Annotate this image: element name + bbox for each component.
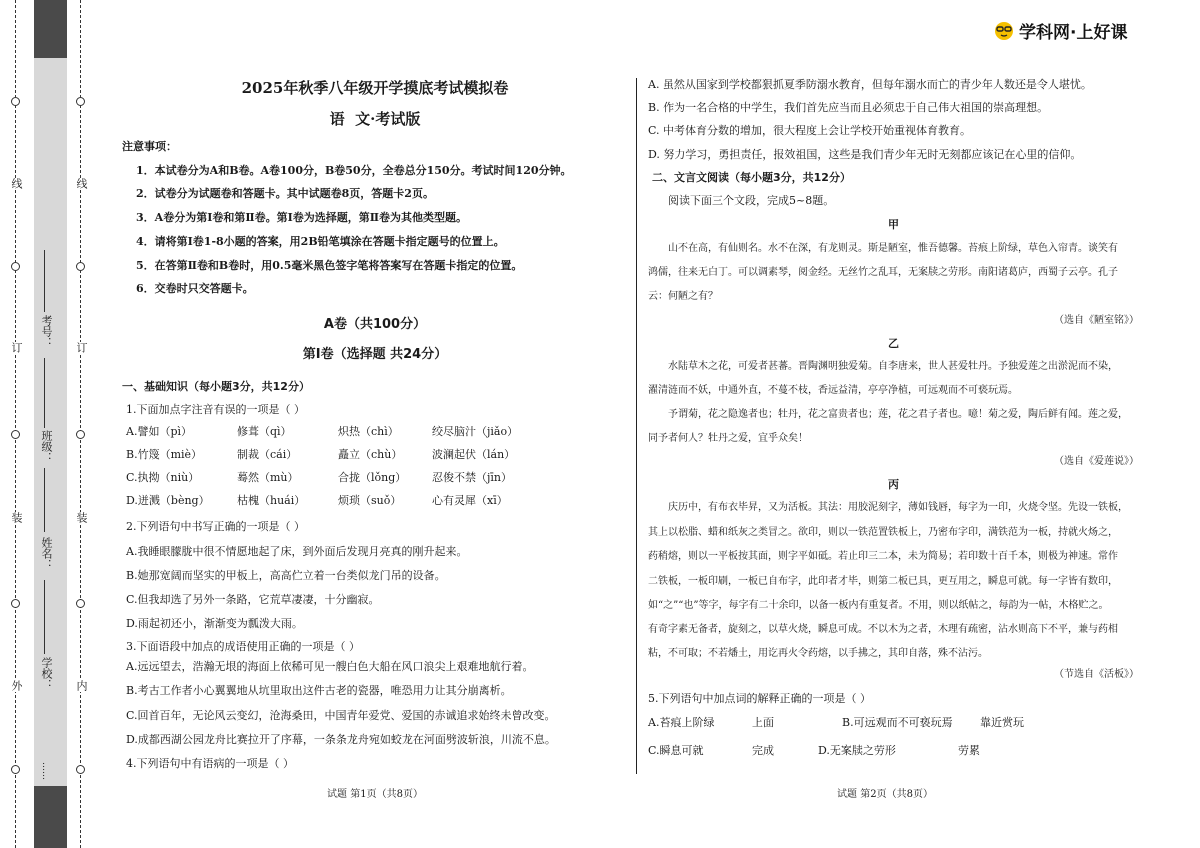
q5-option: D.无案牍之劳形 — [818, 744, 896, 757]
q1-option: 制裁（cái） — [237, 448, 298, 461]
q1-option: 炽热（chì） — [338, 425, 399, 438]
passage-bing-source: （节选自《活板》） — [1054, 669, 1139, 680]
question-3: 3.下面语段中加点的成语使用正确的一项是（ ） — [126, 640, 360, 653]
field-underline — [44, 250, 45, 312]
q5-option: 劳累 — [958, 744, 980, 757]
passage-jia-heading: 甲 — [888, 218, 899, 231]
strip-top-dark — [34, 0, 67, 58]
q3-option: D.成都西湖公园龙舟比赛拉开了序幕，一条条龙舟宛如蛟龙在河面劈波斩浪，川流不息。 — [126, 733, 556, 746]
binding-hole — [11, 599, 20, 608]
reading-intro: 阅读下面三个文段，完成5~8题。 — [668, 194, 835, 207]
passage-yi-line: 水陆草木之花，可爱者甚蕃。晋陶渊明独爱菊。自李唐来，世人甚爱牡丹。予独爱莲之出淤泥而不染， — [668, 361, 1118, 372]
q2-option: B.她那宽阔而坚实的甲板上，高高伫立着一台类似龙门吊的设备。 — [126, 569, 446, 582]
q3-option: A.远远望去，浩瀚无垠的海面上依稀可见一艘白色大船在风口浪尖上艰难地航行着。 — [126, 660, 534, 673]
q1-option: 蓦然（mù） — [237, 471, 299, 484]
binding-word: 内 — [75, 680, 88, 692]
notice-item: 3．A卷分为第Ⅰ卷和第Ⅱ卷。第Ⅰ卷为选择题，第Ⅱ卷为其他类型题。 — [136, 211, 468, 224]
passage-bing-line: 其上以松脂、蜡和纸灰之类冒之。欲印，则以一铁范置铁板上，乃密布字印，满铁范为一板，持就火炀之， — [648, 527, 1118, 538]
q1-option: A.譬如（pì） — [126, 425, 192, 438]
passage-jia-line: 云：何陋之有？ — [648, 291, 718, 302]
passage-bing-line: 二铁板，一板印刷，一板已自布字，此印者才毕，则第二板已具，更互用之，瞬息可就。每一字皆有数印， — [648, 576, 1118, 587]
q1-option: 波澜起伏（lán） — [432, 448, 516, 461]
notice-item: 5．在答第Ⅱ卷和B卷时，用0.5毫米黑色签字笔将答案写在答题卡指定的位置。 — [136, 259, 523, 272]
q1-option: 烦琐（suǒ） — [338, 494, 402, 507]
binding-word: 装 — [75, 512, 88, 524]
question-2: 2.下列语句中书写正确的一项是（ ） — [126, 520, 305, 533]
q5-option: C.瞬息可就 — [648, 744, 704, 757]
passage-yi-heading: 乙 — [888, 337, 899, 350]
field-underline — [44, 358, 45, 428]
binding-hole — [76, 765, 85, 774]
question-5: 5.下列语句中加点词的解释正确的一项是（ ） — [648, 692, 871, 705]
dots: …… — [40, 762, 50, 780]
passage-bing-line: 庆历中，有布衣毕昇，又为活板。其法：用胶泥刻字，薄如钱唇，每字为一印，火烧令坚。先设一铁板， — [668, 502, 1128, 513]
binding-word: 外 — [10, 680, 23, 692]
logo — [993, 17, 1127, 43]
binding-hole — [76, 262, 85, 271]
passage-jia-line: 山不在高，有仙则名。水不在深，有龙则灵。斯是陋室，惟吾德馨。苔痕上阶绿，草色入帘青。谈笑有 — [668, 243, 1118, 254]
strip-bottom-dark — [34, 786, 67, 848]
q1-option: 枯槐（huái） — [237, 494, 306, 507]
section1-heading: 一、基础知识（每小题3分，共12分） — [122, 380, 310, 393]
q3-option: C.回首百年，无论风云变幻，沧海桑田，中国青年爱党、爱国的赤诚追求始终未曾改变。 — [126, 709, 556, 722]
binding-hole — [76, 97, 85, 106]
outer-dash-line — [15, 0, 16, 848]
page-divider — [636, 78, 637, 774]
logo-text: 学科网·上好课 — [1019, 22, 1128, 43]
binding-word: 订 — [75, 342, 88, 354]
q1-option: 合拢（lǒng） — [338, 471, 407, 484]
passage-bing-line: 粘，不可取；不若燔土，用讫再火令药熔，以手拂之，其印自落，殊不沾污。 — [648, 648, 988, 659]
question-1: 1.下面加点字注音有误的一项是（ ） — [126, 403, 305, 416]
q4-option: A. 虽然从国家到学校都狠抓夏季防溺水教育，但每年溺水而亡的青少年人数还是令人堪忧。 — [648, 78, 1092, 91]
q4-option: B. 作为一名合格的中学生，我们首先应当而且必须忠于自己伟大祖国的崇高理想。 — [648, 101, 1049, 114]
q5-option: 上面 — [752, 716, 774, 729]
logo-icon — [993, 19, 1015, 41]
field-underline — [44, 468, 45, 532]
q1-option: B.竹篾（miè） — [126, 448, 203, 461]
notice-item: 1．本试卷分为A和B卷。A卷100分，B卷50分，全卷总分150分。考试时间120分钟。 — [136, 164, 572, 177]
q2-option: D.雨起初还小，渐渐变为瓢泼大雨。 — [126, 617, 303, 630]
binding-hole — [76, 599, 85, 608]
field-underline — [44, 580, 45, 654]
name-label: 姓名： — [40, 537, 53, 570]
passage-yi-line: 同予者何人？牡丹之爱，宜乎众矣！ — [648, 433, 808, 444]
binding-hole — [11, 430, 20, 439]
notice-heading: 注意事项： — [122, 140, 177, 153]
q1-option: C.执拗（niù） — [126, 471, 200, 484]
q2-option: C.但我却选了另外一条路，它荒草凄凄，十分幽寂。 — [126, 593, 380, 606]
binding-hole — [11, 97, 20, 106]
exam-subtitle: 语 文·考试版 — [329, 110, 421, 128]
passage-yi-line: 予谓菊，花之隐逸者也；牡丹，花之富贵者也；莲，花之君子者也。噫！菊之爱，陶后鲜有闻。莲之爱， — [668, 409, 1128, 420]
school-label: 学校： — [40, 657, 53, 690]
passage-yi-source: （选自《爱莲说》） — [1054, 456, 1139, 467]
passage-yi-line: 濯清涟而不妖，中通外直，不蔓不枝，香远益清，亭亭净植，可远观而不可亵玩焉。 — [648, 385, 1018, 396]
q1-option: 心有灵犀（xī） — [432, 494, 508, 507]
q4-option: C. 中考体育分数的增加，很大程度上会让学校开始重视体育教育。 — [648, 124, 972, 137]
q1-option: 修葺（qì） — [237, 425, 292, 438]
q1-option: 矗立（chù） — [338, 448, 403, 461]
section2-heading: 二、文言文阅读（每小题3分，共12分） — [652, 171, 851, 184]
passage-bing-line: 如“之”“也”等字，每字有二十余印，以备一板内有重复者。不用，则以纸帖之，每韵为一帖，木格贮之。 — [648, 600, 1109, 611]
q3-option: B.考古工作者小心翼翼地从坑里取出这件古老的瓷器，唯恐用力让其分崩离析。 — [126, 684, 512, 697]
q5-option: 完成 — [752, 744, 774, 757]
q1-option: D.迸溅（bèng） — [126, 494, 210, 507]
passage-bing-line: 有奇字素无备者，旋刻之，以草火烧，瞬息可成。不以木为之者，木理有疏密，沾水则高下不平，兼与药相 — [648, 624, 1118, 635]
page-footer: 试题 第2页（共8页） — [837, 789, 933, 800]
section-a-heading: A卷（共100分） — [323, 317, 427, 332]
exam-title: 2025年秋季八年级开学摸底考试模拟卷 — [241, 79, 509, 97]
notice-item: 6．交卷时只交答题卡。 — [136, 282, 254, 295]
passage-jia-line: 鸿儒，往来无白丁。可以调素琴，阅金经。无丝竹之乱耳，无案牍之劳形。南阳诸葛庐，西蜀子云亭。孔子 — [648, 267, 1118, 278]
notice-item: 2．试卷分为试题卷和答题卡。其中试题卷8页，答题卡2页。 — [136, 187, 434, 200]
q5-option: B.可远观而不可亵玩焉 — [842, 716, 953, 729]
q2-option: A.我睡眼朦胧中很不情愿地起了床，到外面后发现月亮真的刚升起来。 — [126, 545, 468, 558]
q1-option: 忍俊不禁（jīn） — [432, 471, 513, 484]
binding-hole — [11, 765, 20, 774]
binding-hole — [76, 430, 85, 439]
binding-word: 线 — [75, 178, 88, 190]
notice-item: 4．请将第Ⅰ卷1-8小题的答案，用2B铅笔填涂在答题卡指定题号的位置上。 — [136, 235, 505, 248]
part1-heading: 第Ⅰ卷（选择题 共24分） — [302, 347, 448, 362]
q5-option: A.苔痕上阶绿 — [648, 716, 715, 729]
question-4: 4.下列语句中有语病的一项是（ ） — [126, 757, 294, 770]
inner-dash-line — [80, 0, 81, 848]
passage-bing-heading: 丙 — [888, 478, 899, 491]
binding-word: 订 — [10, 342, 23, 354]
exam-number-label: 考号： — [40, 315, 53, 348]
binding-word: 装 — [10, 512, 23, 524]
binding-word: 线 — [10, 178, 23, 190]
binding-hole — [11, 262, 20, 271]
class-label: 班级： — [40, 430, 53, 463]
q5-option: 靠近赏玩 — [980, 716, 1024, 729]
q1-option: 绞尽脑汁（jiǎo） — [432, 425, 519, 438]
page-footer: 试题 第1页（共8页） — [327, 789, 423, 800]
passage-bing-line: 药稍熔，则以一平板按其面，则字平如砥。若止印三二本，未为简易；若印数十百千本，则极为神速。常作 — [648, 551, 1118, 562]
passage-jia-source: （选自《陋室铭》） — [1054, 315, 1139, 326]
q4-option: D. 努力学习，勇担责任，报效祖国，这些是我们青少年无时无刻都应该记在心里的信仰。 — [648, 148, 1082, 161]
